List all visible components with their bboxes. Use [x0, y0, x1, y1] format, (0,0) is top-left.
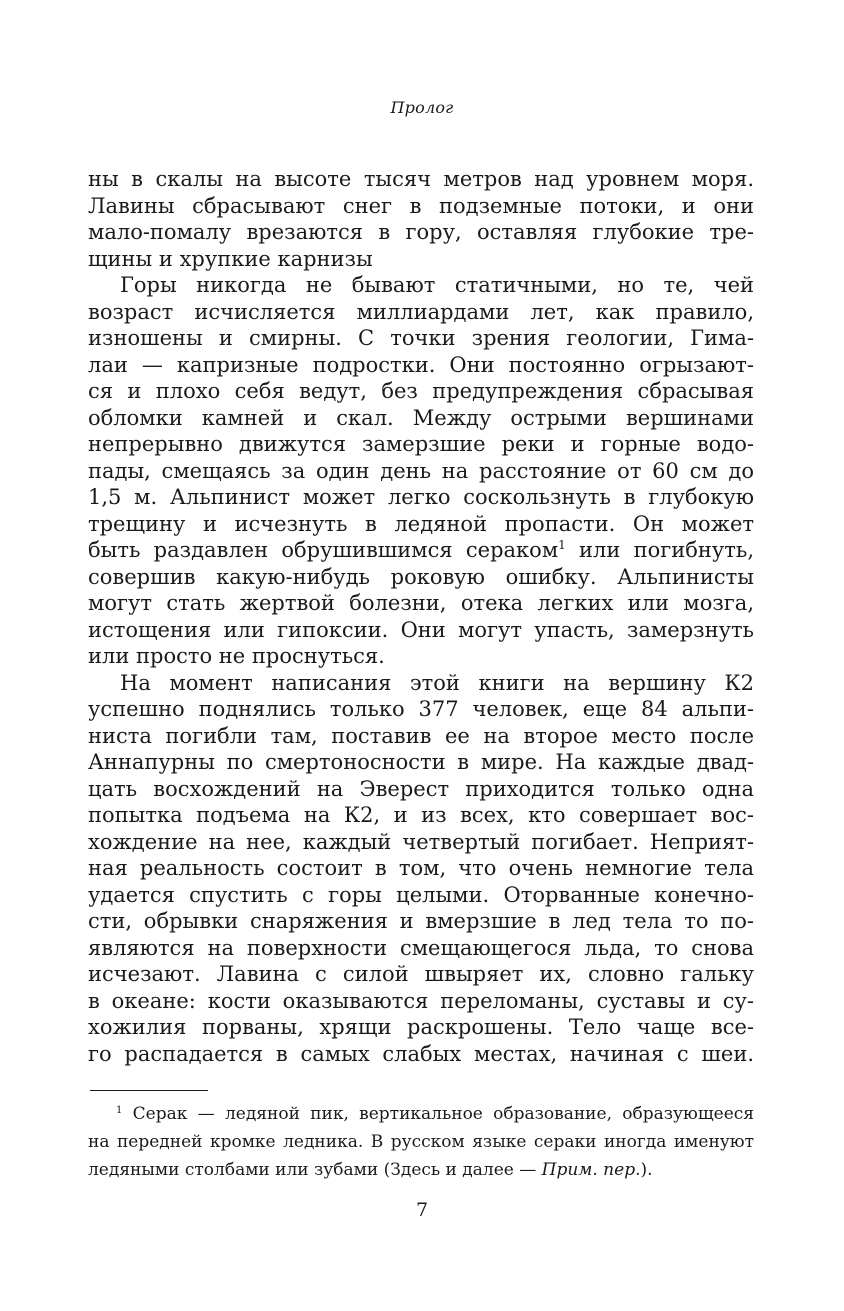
- text-line: ная реальность состоит в том, что очень немногие тела: [88, 856, 754, 880]
- text-line: ны в скалы на высоте тысяч метров над уровнем моря.: [88, 167, 754, 191]
- text-line: возраст исчисляется миллиардами лет, как правило,: [88, 299, 754, 324]
- text-line: пады, смещаясь за один день на расстояние от 60 см до: [88, 458, 754, 483]
- text-line: истощения или гипоксии. Они могут упасть, замерзнуть: [88, 617, 754, 642]
- text-line: непрерывно движутся замерзшие реки и горные водо-: [88, 432, 754, 456]
- text-line: На момент написания этой книги на вершину К2: [120, 670, 754, 695]
- text-line: Горы никогда не бывают статичными, но те, чей: [120, 273, 754, 297]
- footnote-marker: 1: [116, 1105, 123, 1116]
- page-number: 7: [415, 1199, 429, 1221]
- text-line: ниста погибли там, поставив ее на второе место после: [88, 723, 754, 748]
- footnote-italic-text: Прим. пер.: [541, 1160, 641, 1180]
- footnote-line: на передней кромке ледника. В русском языке сераки иногда именуют: [88, 1132, 754, 1152]
- text-line: Лавины сбрасывают снег в подземные потоки, и они: [88, 193, 754, 218]
- footnote: [88, 1100, 754, 1184]
- footnote-line: [88, 1100, 754, 1128]
- text-line: сти, обрывки снаряжения и вмерзшие в лед тела то по-: [88, 909, 754, 933]
- text-line: обломки камней и скал. Между острыми вершинами: [88, 405, 754, 430]
- text-line: в океане: кости оказываются переломаны, суставы и су-: [88, 988, 754, 1013]
- text-line: могут стать жертвой болезни, отека легких или мозга,: [88, 591, 754, 615]
- text-line: попытка подъема на К2, и из всех, кто совершает вос-: [88, 803, 754, 827]
- text-fragment: или погибнуть,: [579, 538, 754, 562]
- text-line: ся и плохо себя ведут, без предупреждения сбрасывая: [88, 379, 754, 403]
- text-line-with-footnote: [88, 537, 754, 564]
- text-line: Аннапурны по смертоносности в мире. На каждые двад-: [88, 750, 754, 774]
- body-text: [88, 166, 754, 1067]
- footnote-reference[interactable]: 1: [558, 538, 566, 552]
- text-line: совершив какую-нибудь роковую ошибку. Альпинисты: [88, 564, 754, 589]
- text-line: исчезают. Лавина с силой швыряет их, словно гальку: [88, 962, 754, 986]
- text-line: удается спустить с горы целыми. Оторванные конечно-: [88, 882, 754, 907]
- text-line: хождение на нее, каждый четвертый погибает. Неприят-: [88, 829, 754, 854]
- text-line: го распадается в самых слабых местах, начиная с шеи.: [88, 1041, 754, 1066]
- text-line: мало-помалу врезаются в гору, оставляя глубокие тре-: [88, 220, 754, 244]
- footnote-line: [88, 1156, 754, 1184]
- text-line: являются на поверхности смещающегося льда, то снова: [88, 935, 754, 960]
- text-line: щины и хрупкие карнизы: [88, 246, 373, 271]
- running-head: Пролог: [390, 98, 454, 117]
- text-line: лаи — капризные подростки. Они постоянно огрызают-: [88, 352, 754, 377]
- footnote-text: ледяными столбами или зубами (Здесь и далее —: [88, 1160, 542, 1180]
- text-line: 1,5 м. Альпинист может легко соскользнуть в глубокую: [88, 485, 754, 509]
- text-line: или просто не проснуться.: [88, 644, 385, 668]
- footnote-text: Серак — ледяной пик, вертикальное образование, образующееся: [132, 1104, 754, 1124]
- text-line: успешно поднялись только 377 человек, еще 84 альпи-: [88, 697, 754, 721]
- text-line: трещину и исчезнуть в ледяной пропасти. Он может: [88, 511, 754, 536]
- text-line: изношены и смирны. С точки зрения геологии, Гима-: [88, 326, 754, 350]
- text-line: цать восхождений на Эверест приходится только одна: [88, 776, 754, 801]
- footnote-text: ).: [640, 1160, 653, 1180]
- text-fragment: быть раздавлен обрушившимся сераком: [88, 538, 559, 562]
- footnote-divider: [90, 1090, 208, 1091]
- text-line: хожилия порваны, хрящи раскрошены. Тело чаще все-: [88, 1015, 754, 1039]
